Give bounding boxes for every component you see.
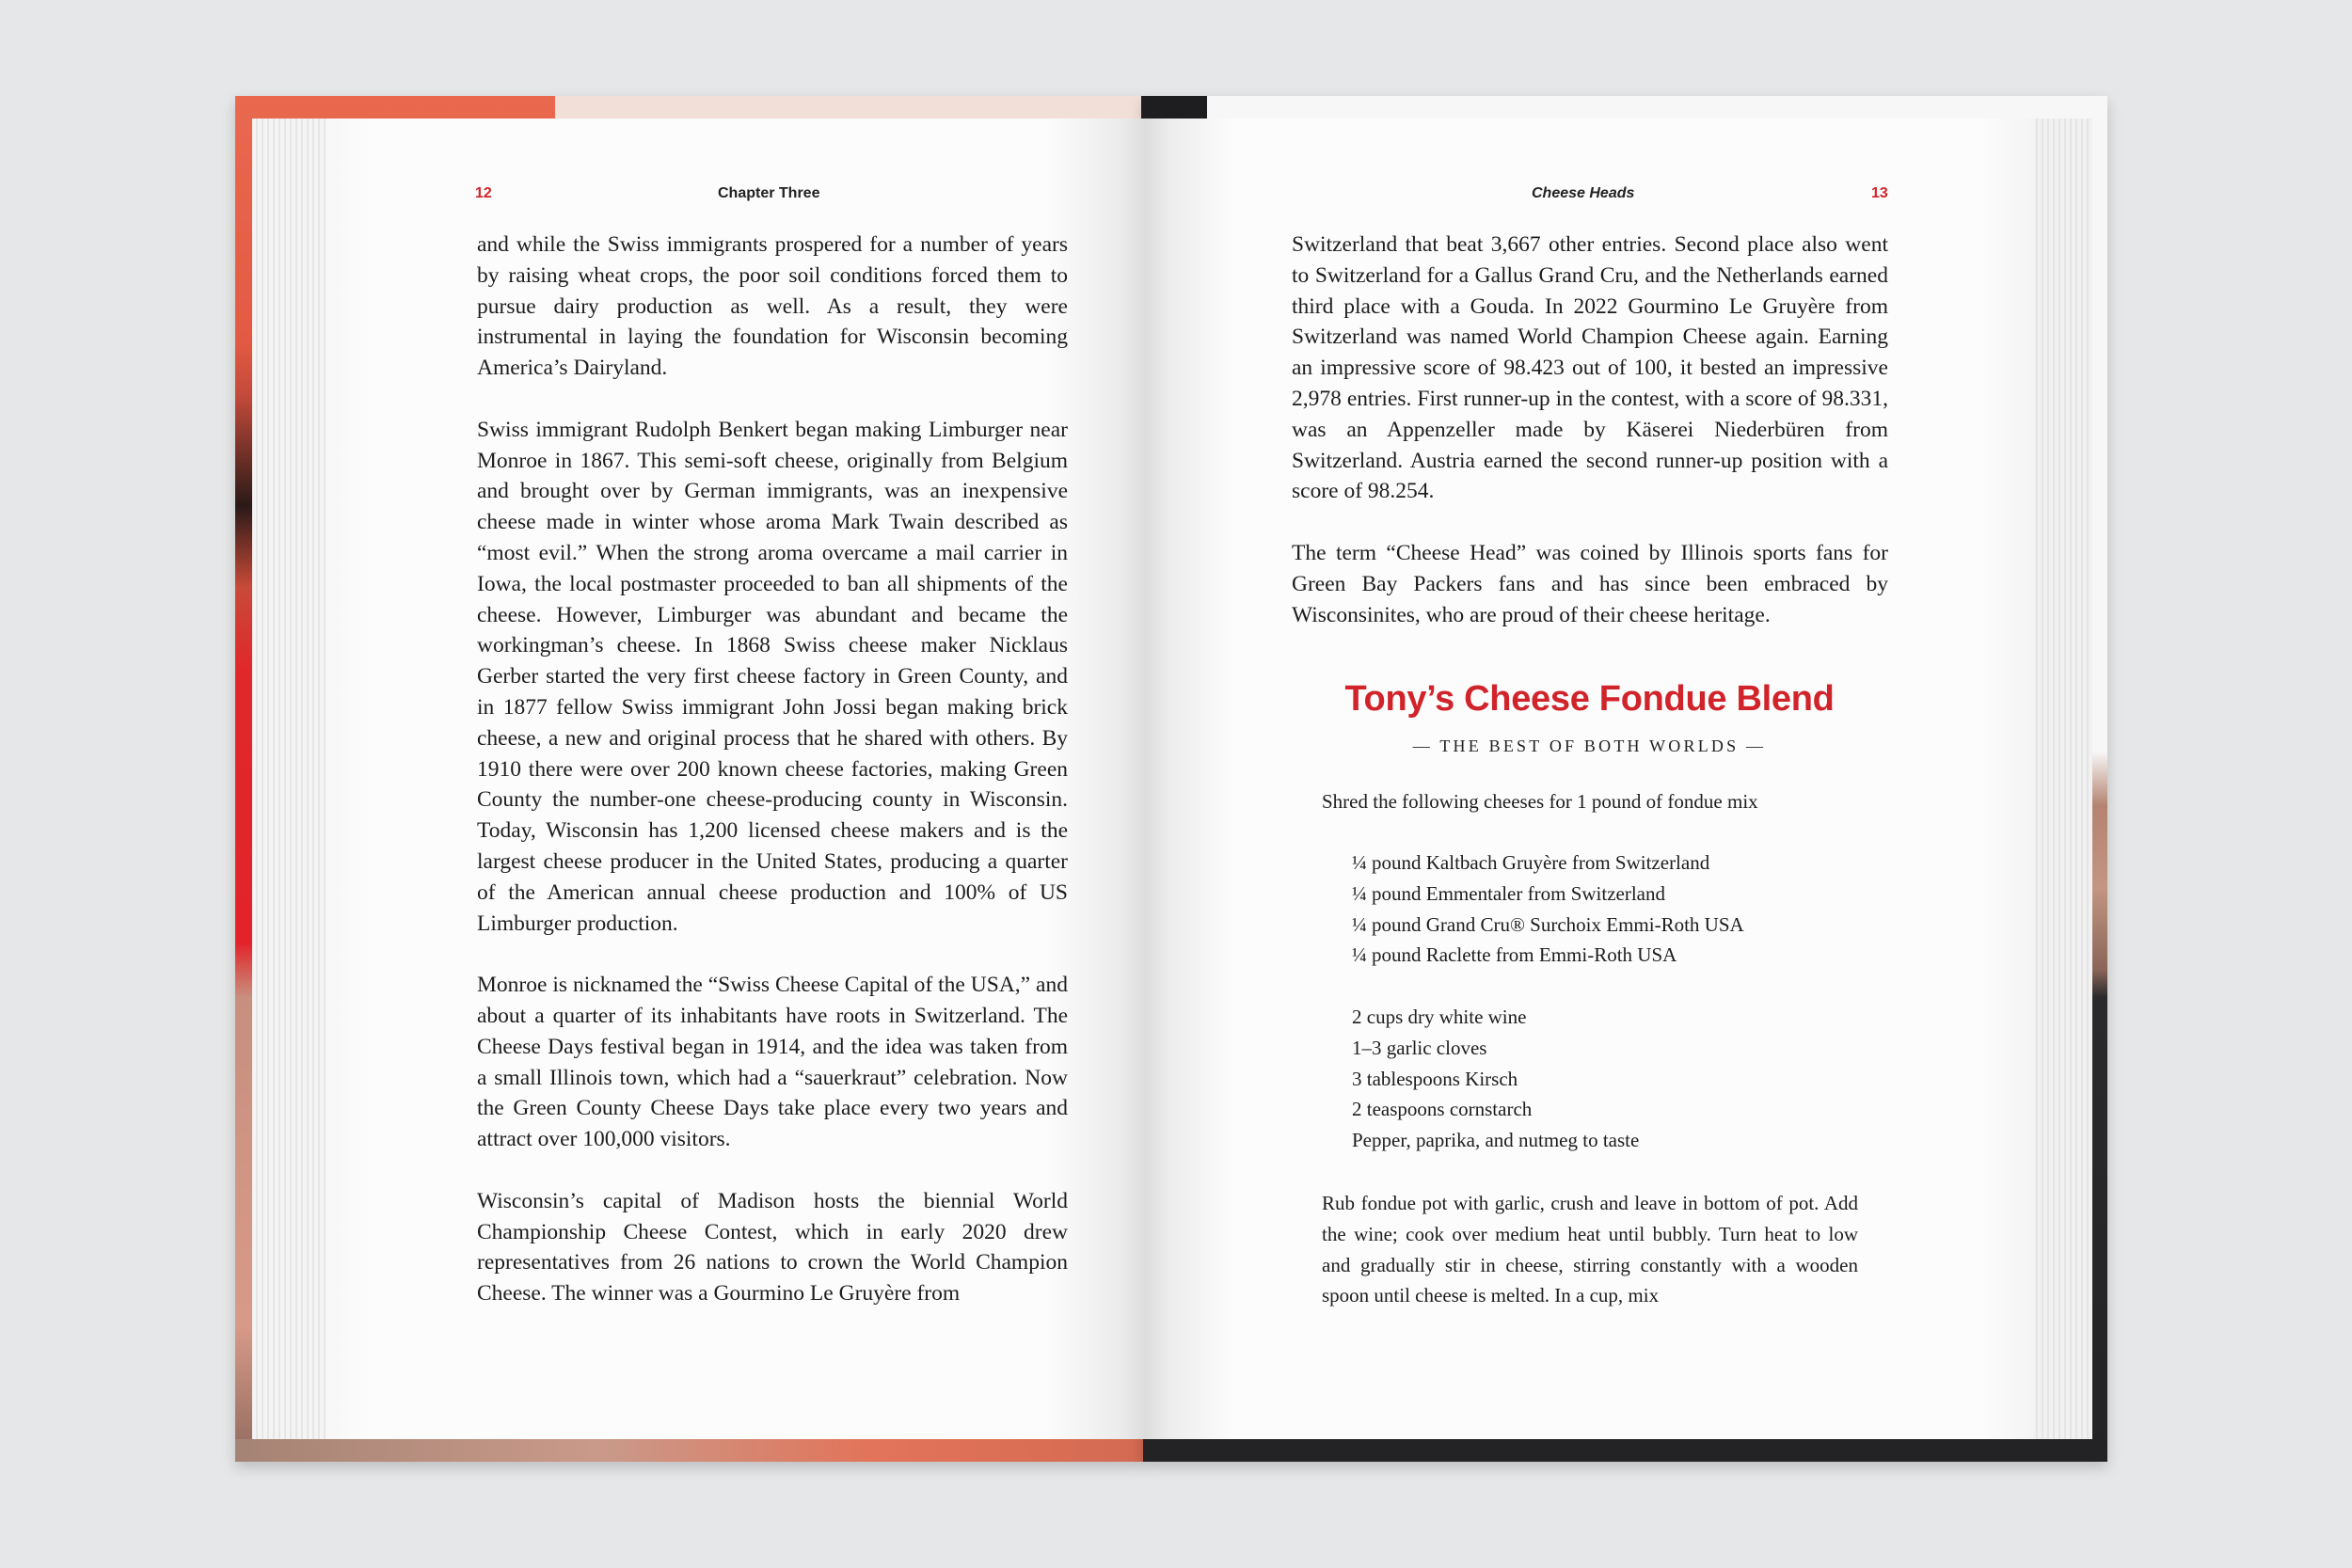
- ingredient-item: 1–3 garlic cloves: [1352, 1036, 1487, 1059]
- right-page-number: 13: [1871, 185, 1888, 201]
- right-body-text: [1292, 230, 1888, 661]
- ingredient-item: 2 teaspoons cornstarch: [1352, 1098, 1533, 1121]
- ingredient-item: 3 tablespoons Kirsch: [1352, 1067, 1518, 1090]
- other-ingredients-list: [1352, 1002, 1639, 1156]
- left-page-number: 12: [475, 185, 492, 201]
- paragraph: Wisconsin’s capital of Madison hosts the biennial World Championship Cheese Contest, which in early 2020 drew representatives from 26 nations to crown the World Champion Cheese. The winner was a Gourmino Le Gruyère from: [477, 1188, 1068, 1307]
- cheese-list: [1352, 847, 1744, 971]
- paragraph: The term “Cheese Head” was coined by Illinois sports fans for Green Bay Packers fans and has since been embraced by Wisconsinites, who are proud of their cheese heritage.: [1292, 540, 1888, 627]
- left-running-head: Chapter Three: [718, 185, 820, 201]
- recipe-title: Tony’s Cheese Fondue Blend: [1344, 679, 1835, 719]
- ingredient-item: ¼ pound Emmentaler from Switzerland: [1352, 881, 1665, 905]
- ingredient-item: ¼ pound Kaltbach Gruyère from Switzerland: [1352, 851, 1710, 874]
- ingredient-item: 2 cups dry white wine: [1352, 1006, 1527, 1028]
- page-edges-left: [252, 119, 327, 1439]
- recipe-subtitle: — THE BEST OF BOTH WORLDS —: [1412, 736, 1767, 755]
- cover-right-top-strip: [1141, 96, 1207, 119]
- cover-left-bottom-strip: [235, 1439, 1143, 1462]
- ingredient-item: ¼ pound Grand Cru® Surchoix Emmi-Roth USA: [1352, 912, 1744, 936]
- paragraph: Switzerland that beat 3,667 other entries. Second place also went to Switzerland for a Gallus Grand Cru, and the Netherlands earned third place with a Gouda. In 2022 Gourmino Le Gruyère from Switzerland was named World Champion Cheese again. Earning an impressive score of 98.423 out of 100, it bested an impressive 2,978 entries. First runner-up in the contest, with a score of 98.331, was an Appenzeller made by Käserei Niederbüren from Switzerland. Austria earned the second runner-up position with a score of 98.254.: [1292, 232, 1888, 504]
- cover-left-top-strip: [555, 96, 1143, 119]
- paragraph: Swiss immigrant Rudolph Benkert began making Limburger near Monroe in 1867. This semi-soft cheese, originally from Belgium and brought over by German immigrants, was an inexpensive cheese made in winter whose aroma Mark Twain described as “most evil.” When the strong aroma overcame a mail carrier in Iowa, the local postmaster proceeded to ban all shipments of the cheese. However, Limburger was abundant and became the workingman’s cheese. In 1868 Swiss cheese maker Nicklaus Gerber started the very first cheese factory in Green County, and in 1877 fellow Swiss immigrant John Jossi began making brick cheese, a new and original process that he shared with others. By 1910 there were over 200 known cheese factories, making Green County the number-one cheese-producing county in Wisconsin. Today, Wisconsin has 1,200 licensed cheese makers and is the largest cheese producer in the United States, producing a quarter of the American annual cheese production and 100% of US Limburger production.: [477, 417, 1068, 936]
- paragraph: Monroe is nicknamed the “Swiss Cheese Capital of the USA,” and about a quarter of its inhabitants have roots in Switzerland. The Cheese Days festival began in 1914, and the idea was taken from a small Illinois town, which had a “sauerkraut” celebration. Now the Green County Cheese Days take place every two years and attract over 100,000 visitors.: [477, 973, 1068, 1152]
- ingredient-item: Pepper, paprika, and nutmeg to taste: [1352, 1129, 1640, 1152]
- left-body-text: [477, 230, 1068, 1340]
- recipe-intro-text: Shred the following cheeses for 1 pound of fondue mix: [1322, 790, 1758, 813]
- recipe-method: Rub fondue pot with garlic, crush and leave in bottom of pot. Add the wine; cook over medium heat until bubbly. Turn heat to low and gradually stir in cheese, stirring constantly with a wooden spoon until cheese is melted. In a cup, mix: [1322, 1192, 1858, 1307]
- ingredient-item: ¼ pound Raclette from Emmi-Roth USA: [1352, 943, 1677, 967]
- paragraph: and while the Swiss immigrants prospered for a number of years by raising wheat crops, the poor soil conditions forced them to pursue dairy production as well. As a result, they were instrumental in laying the foundation for Wisconsin becoming America’s Dairyland.: [477, 232, 1068, 381]
- recipe-intro: [1322, 786, 1758, 817]
- right-running-head: Cheese Heads: [1532, 185, 1635, 201]
- page-edges-right: [2032, 119, 2092, 1439]
